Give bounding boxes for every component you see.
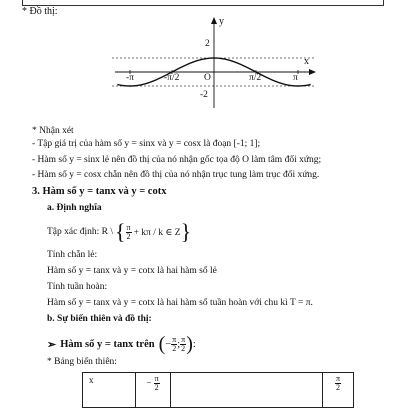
table-left-bound: − $\frac{\pi}{2}$ [136,373,171,408]
origin-label: O [204,73,211,83]
parity-label: Tính chẵn lẻ: [47,250,98,260]
note-item: - Hàm số y = cosx chẵn nên đồ thị của nó nhận trục tung làm trục đối xứng. [32,170,320,180]
note-item: - Hàm số y = sinx lẻ nên đồ thị của nó nhận gốc tọa độ O làm tâm đối xứng; [32,155,322,165]
left-brace: { [114,219,126,244]
interval-right-fraction: $\frac{\pi}{2}$ [181,335,186,353]
periodic-text: Hàm số y = tanx và y = cotx là hai hàm số tuần hoàn với chu kì T = π. [47,298,313,308]
domain-prefix: Tập xác định: R \ [47,227,113,237]
subsection-a-title: a. Định nghĩa [47,203,102,213]
y-axis-label: y [219,16,224,27]
x-tick-label: π/2 [249,73,262,83]
right-brace: } [180,219,192,244]
interval-left-fraction: $\frac{\pi}{2}$ [172,335,177,353]
arrow-bullet-icon: ➢ [47,339,57,351]
note-item: - Tập giá trị của hàm số y = sinx và y = cosx là đoạn [-1; 1]; [32,139,261,149]
domain-suffix: + kπ / k ∈ Z [133,227,181,238]
tan-heading: ➢ Hàm số y = tanx trên ( − $\frac{\pi}{2}$ ; $\frac{\pi}{2}$ ) : [47,333,196,355]
section-title: 3. Hàm số y = tanx và y = cotx [32,186,167,197]
table-row [83,373,354,408]
parity-text: Hàm số y = tanx và y = cotx là hai hàm số lẻ [47,266,217,276]
table-right-bound: $\frac{\pi}{2}$ [323,373,354,408]
x-tick-label: -π/2 [164,73,180,83]
x-tick-label: π [293,73,298,83]
x-axis-label: x [304,56,309,67]
x-axis-arrow-icon [309,69,316,75]
x-tick-label: -π [126,73,134,83]
table-x-header: x [83,373,136,408]
y-axis-arrow-icon [211,17,217,24]
y-tick-bottom: -2 [200,90,208,100]
variation-table [82,372,354,408]
graph-heading: * Đồ thị: [22,6,58,17]
y-tick-top: 2 [205,39,210,49]
left-paren: ( [158,333,166,355]
table-middle [171,373,323,408]
periodic-label: Tính tuần hoàn: [47,282,108,292]
table-heading: * Bảng biến thiên: [47,357,117,367]
domain-line [47,221,191,243]
domain-fraction: $\frac{\pi}{2}$ [126,222,131,241]
tan-heading-text: Hàm số y = tanx trên [60,339,155,350]
right-paren: ) [186,333,193,355]
subsection-b-title: b. Sự biến thiên và đồ thị: [47,314,152,324]
notes-heading: * Nhận xét [32,126,74,136]
